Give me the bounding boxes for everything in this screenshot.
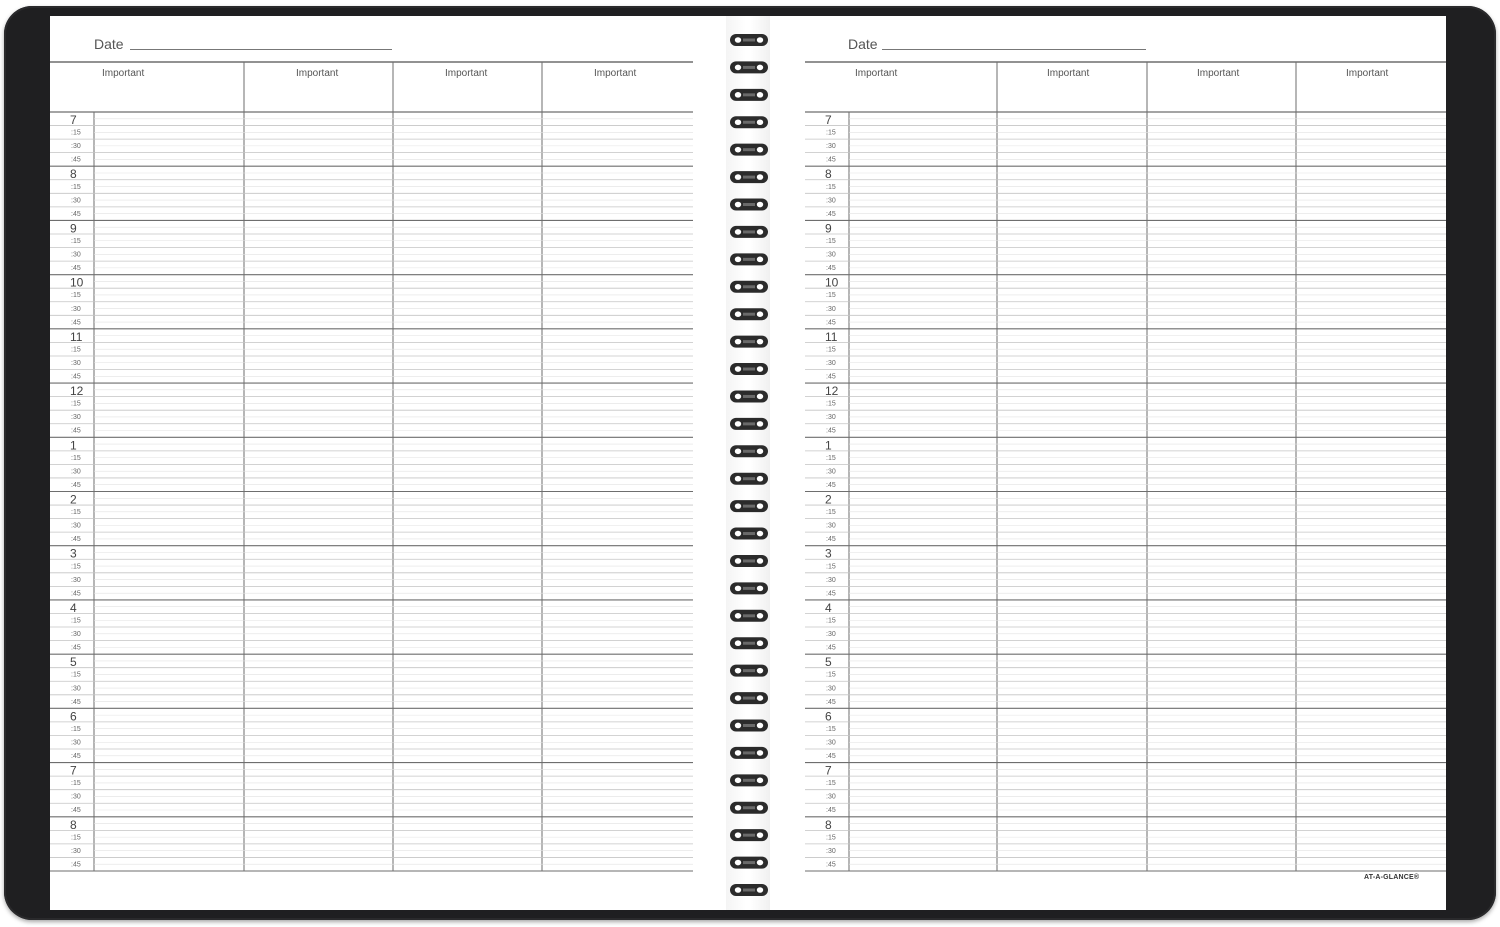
ring-wire <box>743 642 755 645</box>
quarter-label: :15 <box>71 671 81 679</box>
hour-label: 12 <box>825 384 839 399</box>
spiral-ring-icon <box>730 473 768 485</box>
ring-hole <box>757 832 763 838</box>
quarter-label: :45 <box>71 861 81 869</box>
quarter-label: :15 <box>71 400 81 408</box>
ring-hole <box>757 805 763 811</box>
ring-hole <box>757 339 763 345</box>
quarter-label: :30 <box>826 251 836 259</box>
ring-hole <box>757 202 763 208</box>
ring-hole <box>735 887 741 893</box>
hour-label: 12 <box>70 384 84 399</box>
hour-label: 4 <box>70 600 77 615</box>
column-header-3: Important <box>445 68 488 79</box>
ring-hole <box>735 832 741 838</box>
quarter-label: :30 <box>826 847 836 855</box>
hour-label: 3 <box>70 546 77 561</box>
quarter-label: :30 <box>826 143 836 151</box>
spiral-ring-icon <box>730 226 768 238</box>
quarter-label: :30 <box>71 305 81 313</box>
quarter-label: :15 <box>71 129 81 137</box>
ring-hole <box>735 174 741 180</box>
ring-wire <box>743 230 755 233</box>
quarter-label: :45 <box>71 210 81 218</box>
quarter-label: :15 <box>826 617 836 625</box>
ring-wire <box>743 395 755 398</box>
spiral-ring-icon <box>730 34 768 46</box>
ring-hole <box>757 366 763 372</box>
ring-hole <box>735 503 741 509</box>
spiral-ring-icon <box>730 253 768 265</box>
ring-hole <box>757 311 763 317</box>
ring-hole <box>735 805 741 811</box>
hour-label: 2 <box>70 492 77 507</box>
quarter-label: :15 <box>71 834 81 842</box>
ring-wire <box>743 669 755 672</box>
ring-wire <box>743 258 755 261</box>
ring-hole <box>735 750 741 756</box>
hour-label: 3 <box>825 546 832 561</box>
spiral-ring-icon <box>730 774 768 786</box>
ring-hole <box>735 311 741 317</box>
quarter-label: :45 <box>71 698 81 706</box>
quarter-label: :15 <box>826 454 836 462</box>
quarter-label: :30 <box>71 631 81 639</box>
ring-wire <box>743 313 755 316</box>
ring-hole <box>757 174 763 180</box>
quarter-label: :15 <box>71 780 81 788</box>
ring-hole <box>735 65 741 71</box>
hour-label: 7 <box>70 763 77 778</box>
ring-hole <box>757 119 763 125</box>
quarter-label: :15 <box>826 346 836 354</box>
quarter-label: :15 <box>71 563 81 571</box>
ring-wire <box>743 121 755 124</box>
ring-hole <box>735 531 741 537</box>
quarter-label: :30 <box>71 793 81 801</box>
quarter-label: :45 <box>826 319 836 327</box>
ring-hole <box>735 448 741 454</box>
quarter-label: :15 <box>826 725 836 733</box>
quarter-label: :45 <box>71 481 81 489</box>
ring-hole <box>735 229 741 235</box>
ring-wire <box>743 861 755 864</box>
quarter-label: :45 <box>71 753 81 761</box>
spiral-ring-icon <box>730 390 768 402</box>
quarter-label: :45 <box>826 481 836 489</box>
ring-hole <box>735 421 741 427</box>
spiral-ring-icon <box>730 555 768 567</box>
ring-wire <box>743 532 755 535</box>
ring-hole <box>757 723 763 729</box>
hour-label: 8 <box>825 167 832 182</box>
hour-label: 9 <box>825 221 832 236</box>
hour-label: 11 <box>70 329 83 344</box>
spiral-ring-icon <box>730 336 768 348</box>
spiral-ring-icon <box>730 802 768 814</box>
ring-wire <box>743 203 755 206</box>
quarter-label: :30 <box>71 359 81 367</box>
ring-hole <box>757 750 763 756</box>
quarter-label: :15 <box>826 129 836 137</box>
ring-wire <box>743 889 755 892</box>
ring-hole <box>735 37 741 43</box>
ring-wire <box>743 724 755 727</box>
ring-wire <box>743 587 755 590</box>
quarter-label: :15 <box>71 346 81 354</box>
ring-hole <box>757 668 763 674</box>
hour-label: 2 <box>825 492 832 507</box>
quarter-label: :30 <box>71 143 81 151</box>
quarter-label: :45 <box>71 644 81 652</box>
hour-label: 8 <box>70 817 77 832</box>
quarter-label: :15 <box>826 834 836 842</box>
spiral-ring-icon <box>730 89 768 101</box>
quarter-label: :15 <box>826 237 836 245</box>
quarter-label: :45 <box>71 156 81 164</box>
spiral-ring-icon <box>730 747 768 759</box>
ring-hole <box>757 531 763 537</box>
ring-hole <box>757 147 763 153</box>
quarter-label: :30 <box>71 685 81 693</box>
ring-hole <box>757 695 763 701</box>
quarter-label: :30 <box>826 793 836 801</box>
quarter-label: :30 <box>826 522 836 530</box>
hour-label: 1 <box>825 438 832 453</box>
ring-wire <box>743 477 755 480</box>
column-header-1: Important <box>102 68 145 79</box>
quarter-label: :15 <box>826 292 836 300</box>
spiral-ring-icon <box>730 116 768 128</box>
ring-hole <box>757 284 763 290</box>
date-label-left: Date <box>94 36 124 52</box>
ring-hole <box>757 558 763 564</box>
quarter-label: :45 <box>826 644 836 652</box>
quarter-label: :30 <box>826 359 836 367</box>
quarter-label: :15 <box>826 183 836 191</box>
hour-label: 11 <box>825 329 838 344</box>
spiral-ring-icon <box>730 281 768 293</box>
quarter-label: :30 <box>826 305 836 313</box>
ring-hole <box>757 65 763 71</box>
ring-hole <box>757 448 763 454</box>
quarter-label: :15 <box>71 183 81 191</box>
quarter-label: :30 <box>826 414 836 422</box>
ring-hole <box>757 92 763 98</box>
quarter-label: :15 <box>71 454 81 462</box>
column-header-3: Important <box>1197 68 1240 79</box>
hour-label: 7 <box>825 113 832 127</box>
ring-hole <box>735 778 741 784</box>
quarter-label: :45 <box>826 427 836 435</box>
hour-label: 7 <box>70 113 77 127</box>
ring-hole <box>735 257 741 263</box>
hour-label: 4 <box>825 600 832 615</box>
ring-hole <box>757 586 763 592</box>
spiral-ring-icon <box>730 308 768 320</box>
ring-wire <box>743 340 755 343</box>
quarter-label: :45 <box>826 861 836 869</box>
hour-label: 10 <box>70 275 84 290</box>
quarter-label: :15 <box>826 563 836 571</box>
quarter-label: :30 <box>71 197 81 205</box>
quarter-label: :45 <box>71 536 81 544</box>
spiral-ring-icon <box>730 418 768 430</box>
ring-wire <box>743 368 755 371</box>
quarter-label: :15 <box>826 671 836 679</box>
quarter-label: :30 <box>71 468 81 476</box>
spiral-ring-icon <box>730 528 768 540</box>
quarter-label: :45 <box>71 427 81 435</box>
quarter-label: :30 <box>826 576 836 584</box>
column-header-1: Important <box>855 68 898 79</box>
quarter-label: :30 <box>71 522 81 530</box>
column-header-2: Important <box>296 68 339 79</box>
quarter-label: :45 <box>71 373 81 381</box>
quarter-label: :30 <box>71 847 81 855</box>
quarter-label: :30 <box>71 251 81 259</box>
ring-wire <box>743 614 755 617</box>
date-label-right: Date <box>848 36 878 52</box>
quarter-label: :45 <box>71 590 81 598</box>
spiral-ring-icon <box>730 582 768 594</box>
spiral-ring-icon <box>730 665 768 677</box>
ring-wire <box>743 751 755 754</box>
spiral-ring-icon <box>730 500 768 512</box>
ring-wire <box>743 148 755 151</box>
spiral-ring-icon <box>730 884 768 896</box>
ring-hole <box>735 284 741 290</box>
spiral-ring-icon <box>730 61 768 73</box>
column-header-4: Important <box>1346 68 1389 79</box>
hour-label: 10 <box>825 275 839 290</box>
ring-wire <box>743 422 755 425</box>
hour-label: 7 <box>825 763 832 778</box>
ring-hole <box>735 668 741 674</box>
quarter-label: :45 <box>71 807 81 815</box>
quarter-label: :15 <box>826 780 836 788</box>
spiral-ring-icon <box>730 199 768 211</box>
ring-hole <box>735 92 741 98</box>
hour-label: 8 <box>825 817 832 832</box>
quarter-label: :45 <box>826 590 836 598</box>
quarter-label: :30 <box>826 631 836 639</box>
ring-wire <box>743 806 755 809</box>
spiral-ring-icon <box>730 363 768 375</box>
spiral-ring-icon <box>730 829 768 841</box>
quarter-label: :30 <box>826 685 836 693</box>
ring-wire <box>743 176 755 179</box>
ring-hole <box>735 860 741 866</box>
quarter-label: :45 <box>826 753 836 761</box>
ring-hole <box>757 778 763 784</box>
quarter-label: :45 <box>826 265 836 273</box>
spiral-ring-icon <box>730 610 768 622</box>
hour-label: 6 <box>825 709 832 724</box>
ring-wire <box>743 697 755 700</box>
ring-wire <box>743 450 755 453</box>
spiral-ring-icon <box>730 692 768 704</box>
quarter-label: :30 <box>71 576 81 584</box>
hour-label: 9 <box>70 221 77 236</box>
hour-label: 8 <box>70 167 77 182</box>
ring-wire <box>743 66 755 69</box>
quarter-label: :45 <box>71 319 81 327</box>
hour-label: 5 <box>70 655 77 670</box>
quarter-label: :30 <box>826 739 836 747</box>
ring-wire <box>743 779 755 782</box>
ring-hole <box>735 339 741 345</box>
quarter-label: :30 <box>71 414 81 422</box>
ring-hole <box>757 503 763 509</box>
quarter-label: :15 <box>71 509 81 517</box>
spiral-ring-icon <box>730 719 768 731</box>
ring-hole <box>757 640 763 646</box>
quarter-label: :15 <box>71 237 81 245</box>
quarter-label: :30 <box>826 468 836 476</box>
quarter-label: :15 <box>826 509 836 517</box>
ring-hole <box>735 558 741 564</box>
ring-hole <box>757 229 763 235</box>
quarter-label: :45 <box>71 265 81 273</box>
ring-hole <box>757 860 763 866</box>
ring-wire <box>743 93 755 96</box>
spiral-ring-icon <box>730 171 768 183</box>
ring-hole <box>735 586 741 592</box>
quarter-label: :15 <box>71 617 81 625</box>
ring-wire <box>743 39 755 42</box>
ring-hole <box>735 147 741 153</box>
ring-wire <box>743 559 755 562</box>
quarter-label: :15 <box>826 400 836 408</box>
ring-hole <box>757 476 763 482</box>
spiral-ring-icon <box>730 144 768 156</box>
ring-hole <box>735 366 741 372</box>
ring-hole <box>735 695 741 701</box>
quarter-label: :30 <box>71 739 81 747</box>
ring-hole <box>757 613 763 619</box>
brand-logo: AT-A-GLANCE® <box>1364 874 1420 881</box>
ring-hole <box>735 640 741 646</box>
hour-label: 1 <box>70 438 77 453</box>
spiral-ring-icon <box>730 637 768 649</box>
quarter-label: :45 <box>826 156 836 164</box>
quarter-label: :15 <box>71 292 81 300</box>
hour-label: 6 <box>70 709 77 724</box>
ring-hole <box>735 394 741 400</box>
ring-hole <box>735 613 741 619</box>
ring-hole <box>757 421 763 427</box>
ring-hole <box>735 202 741 208</box>
column-header-2: Important <box>1047 68 1090 79</box>
quarter-label: :45 <box>826 698 836 706</box>
quarter-label: :15 <box>71 725 81 733</box>
ring-hole <box>735 119 741 125</box>
quarter-label: :45 <box>826 807 836 815</box>
ring-hole <box>735 723 741 729</box>
quarter-label: :45 <box>826 536 836 544</box>
ring-hole <box>757 257 763 263</box>
ring-hole <box>735 476 741 482</box>
ring-wire <box>743 505 755 508</box>
spiral-ring-icon <box>730 857 768 869</box>
column-header-4: Important <box>594 68 637 79</box>
ring-wire <box>743 834 755 837</box>
ring-hole <box>757 394 763 400</box>
ring-wire <box>743 285 755 288</box>
quarter-label: :30 <box>826 197 836 205</box>
quarter-label: :45 <box>826 210 836 218</box>
ring-hole <box>757 887 763 893</box>
spiral-ring-icon <box>730 445 768 457</box>
ring-hole <box>757 37 763 43</box>
quarter-label: :45 <box>826 373 836 381</box>
hour-label: 5 <box>825 655 832 670</box>
